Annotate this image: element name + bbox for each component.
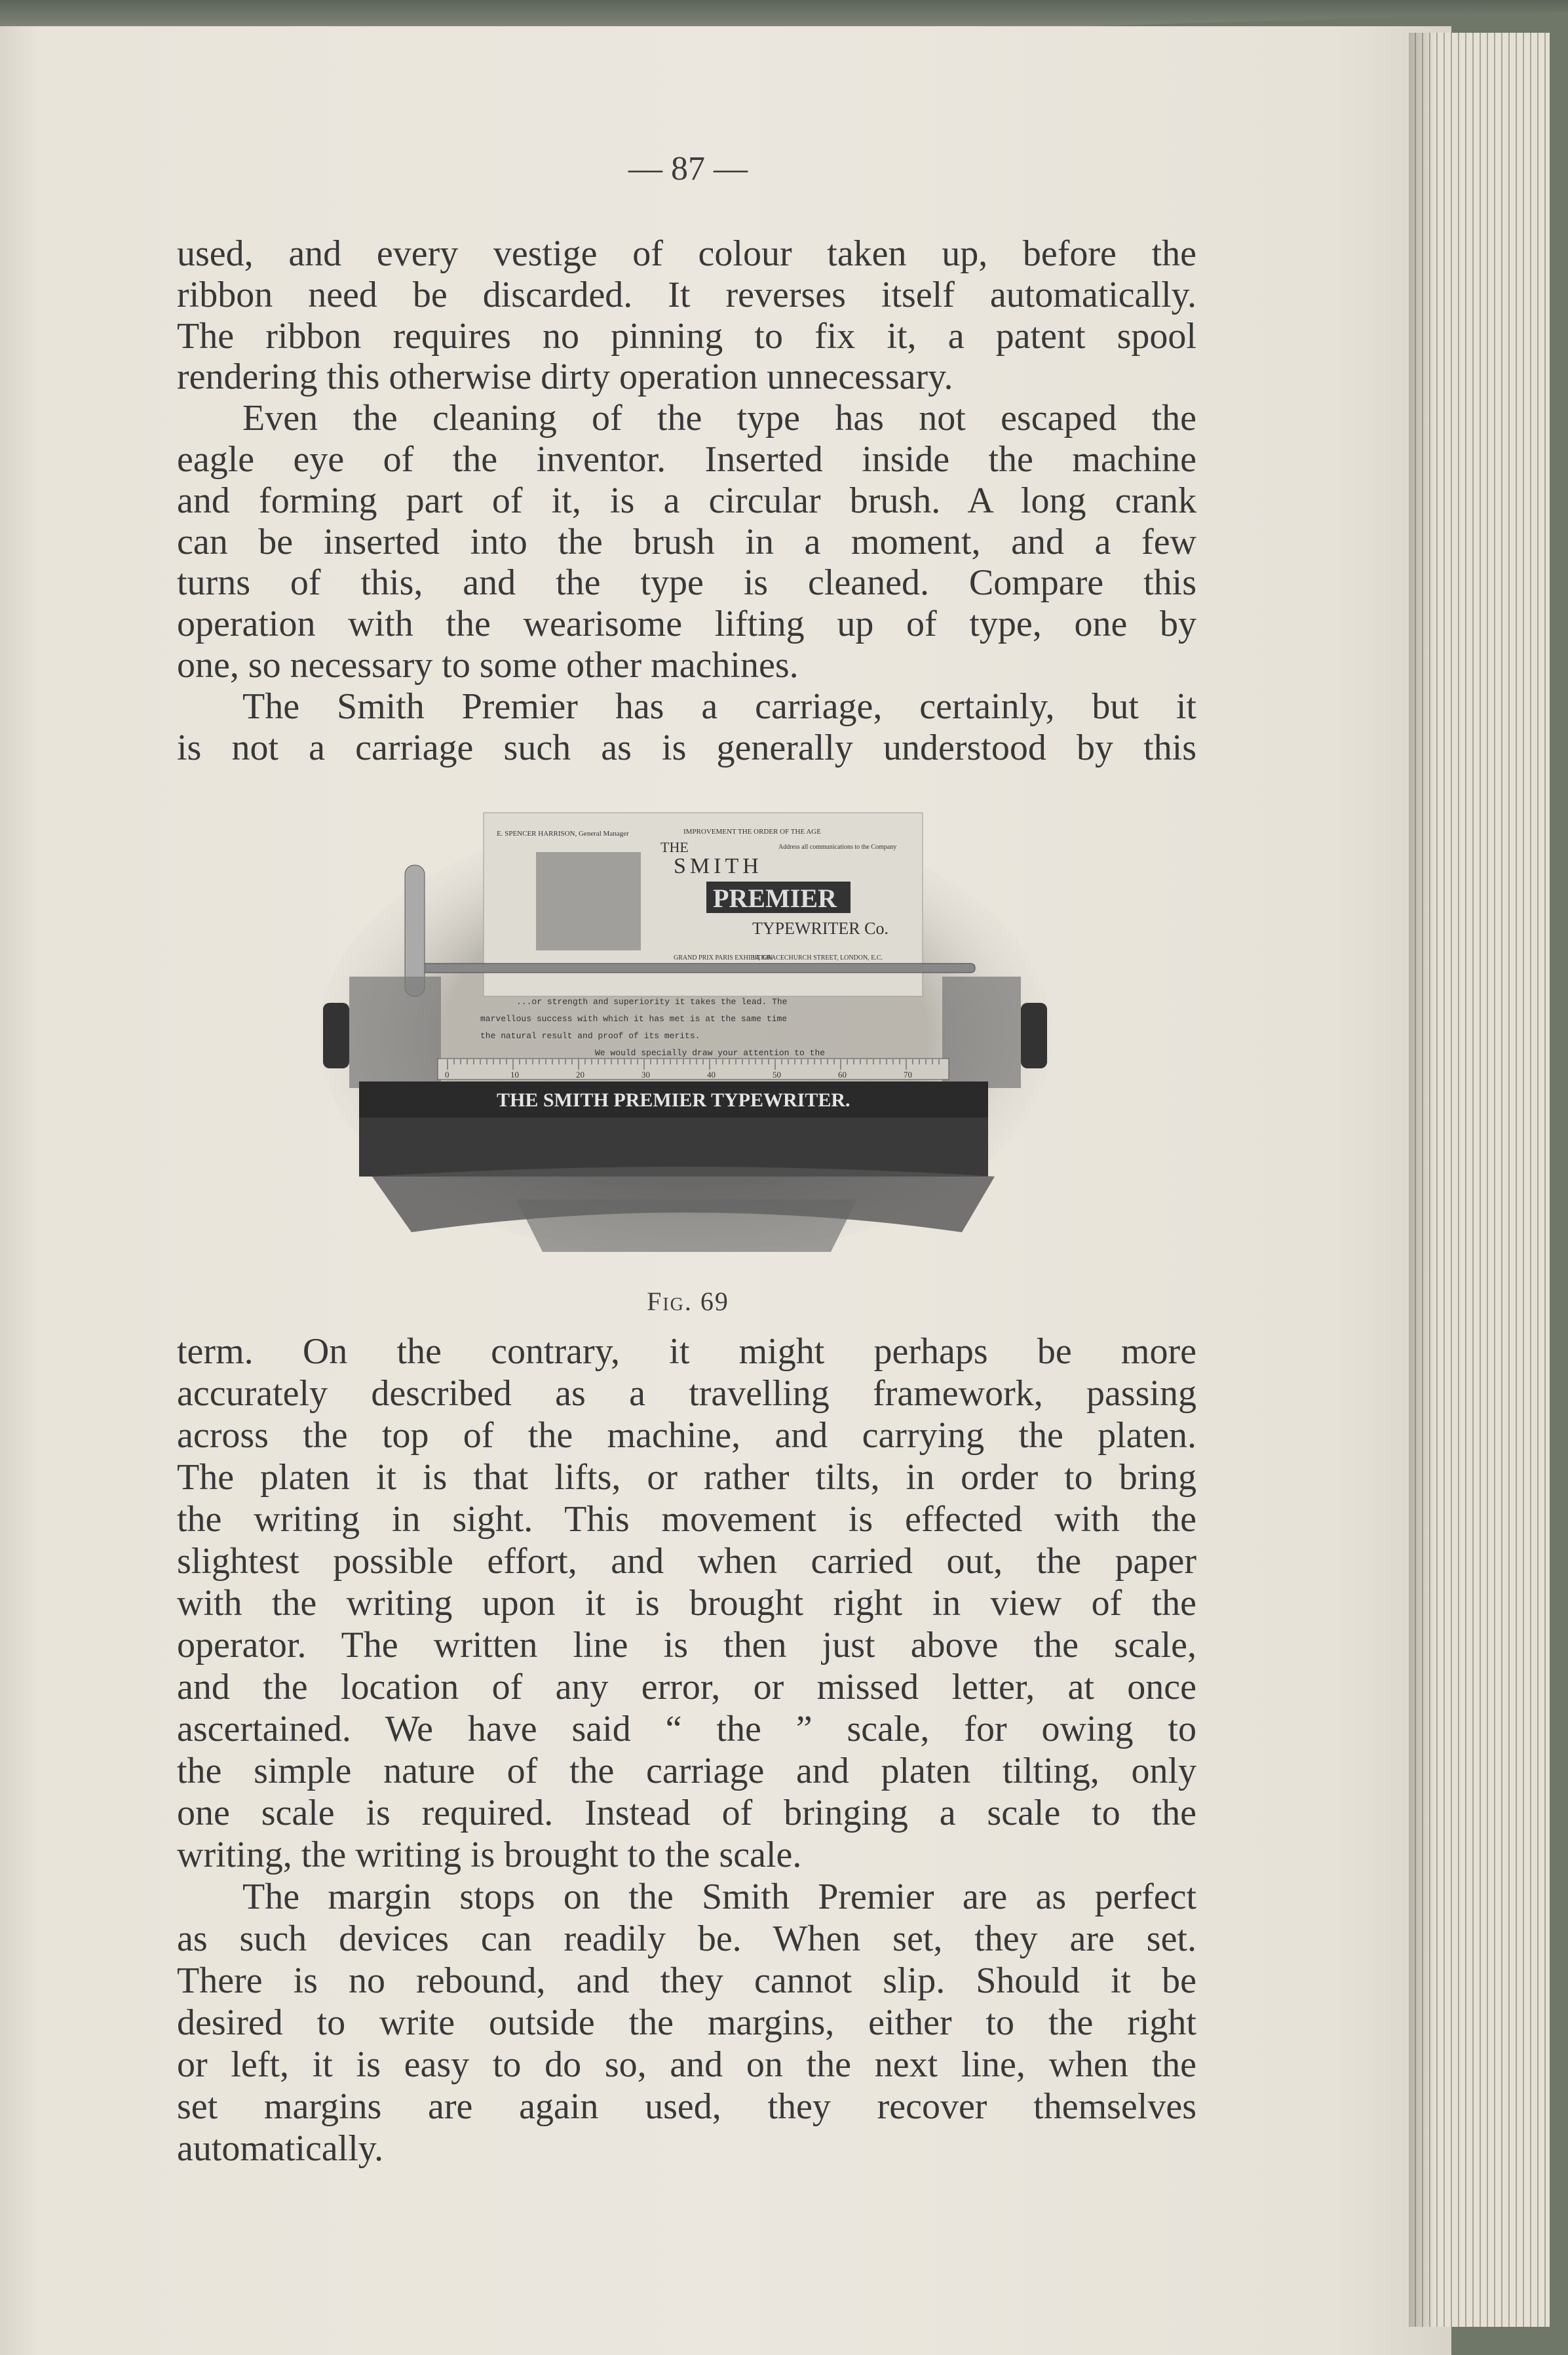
text-line xyxy=(177,1498,1196,1540)
text-line-content: accurately described as a travelling framework, passing xyxy=(177,1373,1196,1414)
text-line xyxy=(177,1540,1196,1582)
text-line-content: one, so necessary to some other machines. xyxy=(177,645,799,686)
letterhead-smith: SMITH xyxy=(674,854,763,878)
page-number: — 87 — xyxy=(628,150,748,187)
text-line xyxy=(177,1582,1196,1624)
text-line-content: The platen it is that lifts, or rather tilts, in order to bring xyxy=(177,1457,1196,1498)
text-line xyxy=(177,1624,1196,1666)
figure-caption: Fig. 69 xyxy=(647,1287,729,1316)
typed-line: marvellous success with which it has met is at the same time xyxy=(480,1014,788,1024)
text-line-content: operator. The written line is then just above the scale, xyxy=(177,1625,1196,1665)
text-line-content: automatically. xyxy=(177,2128,384,2169)
left-platen-knob xyxy=(323,1003,349,1068)
text-line-content: or left, it is easy to do so, and on the next line, when the xyxy=(177,2044,1196,2085)
letterhead-address-note: Address all communications to the Company xyxy=(778,844,897,851)
typebars xyxy=(516,1199,857,1252)
typed-line: We would specially draw your attention to the xyxy=(595,1048,826,1058)
letterhead-premier: PREMIER xyxy=(713,884,837,913)
scale-tick-label: 40 xyxy=(707,1070,716,1080)
right-platen-knob xyxy=(1021,1003,1047,1068)
text-line-content: The margin stops on the Smith Premier are as perfect xyxy=(242,1877,1196,1917)
text-line-content: and the location of any error, or missed letter, at once xyxy=(177,1667,1196,1707)
text-line xyxy=(177,727,1196,769)
text-line xyxy=(177,1666,1196,1708)
letterhead-typewriter-co: TYPEWRITER Co. xyxy=(752,919,889,938)
text-line xyxy=(177,356,1196,398)
text-line xyxy=(177,686,1196,728)
text-line xyxy=(177,1331,1196,1372)
text-line xyxy=(177,1750,1196,1792)
scale-tick-label: 30 xyxy=(641,1070,650,1080)
letterhead-typewriter-vignette xyxy=(536,852,641,950)
text-line-content: is not a carriage such as is generally understood by this xyxy=(177,727,1196,768)
text-line xyxy=(177,1414,1196,1456)
text-line xyxy=(177,233,1196,275)
text-line xyxy=(177,1372,1196,1414)
text-line xyxy=(177,644,1196,686)
text-line-content: the simple nature of the carriage and platen tilting, only xyxy=(177,1751,1196,1791)
text-line-content: eagle eye of the inventor. Inserted inside the machine xyxy=(177,439,1196,480)
text-line-content: as such devices can readily be. When set, they are set. xyxy=(177,1918,1196,1959)
letterhead-the: THE xyxy=(660,839,689,855)
text-line xyxy=(177,1456,1196,1498)
text-line-content: the writing in sight. This movement is effected with the xyxy=(177,1499,1196,1540)
figure-typewriter-illustration xyxy=(320,800,1051,1252)
text-line-content: There is no rebound, and they cannot slip. Should it be xyxy=(177,1960,1196,2001)
text-line xyxy=(177,480,1196,522)
gutter-shadow xyxy=(1409,33,1435,2327)
text-line xyxy=(177,521,1196,563)
letterhead-motto: IMPROVEMENT THE ORDER OF THE AGE xyxy=(683,828,821,836)
text-line xyxy=(177,1918,1196,1960)
text-line-content: term. On the contrary, it might perhaps be more xyxy=(177,1331,1196,1372)
text-line xyxy=(177,1960,1196,2002)
text-line xyxy=(177,562,1196,604)
text-line xyxy=(177,1708,1196,1750)
scale-tick-label: 50 xyxy=(773,1070,781,1080)
text-line xyxy=(177,1792,1196,1834)
scale-tick-label: 0 xyxy=(445,1070,449,1080)
text-line-content: desired to write outside the margins, either to the right xyxy=(177,2002,1196,2043)
typed-line: the natural result and proof of its merits. xyxy=(480,1031,700,1041)
text-line-content: slightest possible effort, and when carried out, the paper xyxy=(177,1541,1196,1582)
text-line xyxy=(177,2086,1196,2128)
text-line-content: used, and every vestige of colour taken up, before the xyxy=(177,233,1196,274)
text-line-content: one scale is required. Instead of bringing a scale to the xyxy=(177,1793,1196,1833)
scale-tick-label: 70 xyxy=(904,1070,912,1080)
text-line-content: and forming part of it, is a circular brush. A long crank xyxy=(177,480,1196,521)
text-line-content: turns of this, and the type is cleaned. Compare this xyxy=(177,562,1196,604)
scale-tick-label: 20 xyxy=(576,1070,584,1080)
text-line-content: can be inserted into the brush in a moment, and a few xyxy=(177,521,1196,562)
text-line-content: ribbon need be discarded. It reverses itself automatically. xyxy=(177,274,1196,315)
text-line xyxy=(177,274,1196,316)
typewriter-illustration xyxy=(320,800,1051,1252)
text-line xyxy=(177,2128,1196,2170)
text-line-content: The Smith Premier has a carriage, certainly, but it xyxy=(242,686,1196,727)
text-line-content: rendering this otherwise dirty operation unnecessary. xyxy=(177,357,953,398)
text-line-content: operation with the wearisome lifting up of type, one by xyxy=(177,604,1196,645)
text-line-content: set margins are again used, they recover themselves xyxy=(177,2086,1196,2127)
scale-tick-label: 60 xyxy=(838,1070,847,1080)
text-line-content: writing, the writing is brought to the scale. xyxy=(177,1835,802,1875)
text-line xyxy=(177,2002,1196,2044)
text-line xyxy=(177,315,1196,357)
text-line-content: across the top of the machine, and carrying the platen. xyxy=(177,1415,1196,1456)
scale-tick-label: 10 xyxy=(510,1070,519,1080)
text-line-content: ascertained. We have said “ the ” scale, for owing to xyxy=(177,1709,1196,1749)
text-line-content: The ribbon requires no pinning to fix it, a patent spool xyxy=(177,315,1196,357)
text-line-content: Even the cleaning of the type has not escaped the xyxy=(242,398,1196,439)
letterhead-street: 14, GRACECHURCH STREET, LONDON, E.C. xyxy=(752,954,883,962)
letterhead-manager: E. SPENCER HARRISON, General Manager xyxy=(497,830,629,838)
nameplate-text: THE SMITH PREMIER TYPEWRITER. xyxy=(497,1089,851,1111)
text-line xyxy=(177,438,1196,480)
text-line-content: with the writing upon it is brought right in view of the xyxy=(177,1583,1196,1624)
text-line xyxy=(177,1834,1196,1876)
text-line xyxy=(177,603,1196,645)
typed-line: ...or strength and superiority it takes the lead. The xyxy=(516,997,788,1007)
text-line xyxy=(177,1876,1196,1918)
text-line xyxy=(177,397,1196,439)
letterhead-grand-prix: GRAND PRIX PARIS EXHIBITION xyxy=(674,954,773,962)
text-line xyxy=(177,2044,1196,2086)
